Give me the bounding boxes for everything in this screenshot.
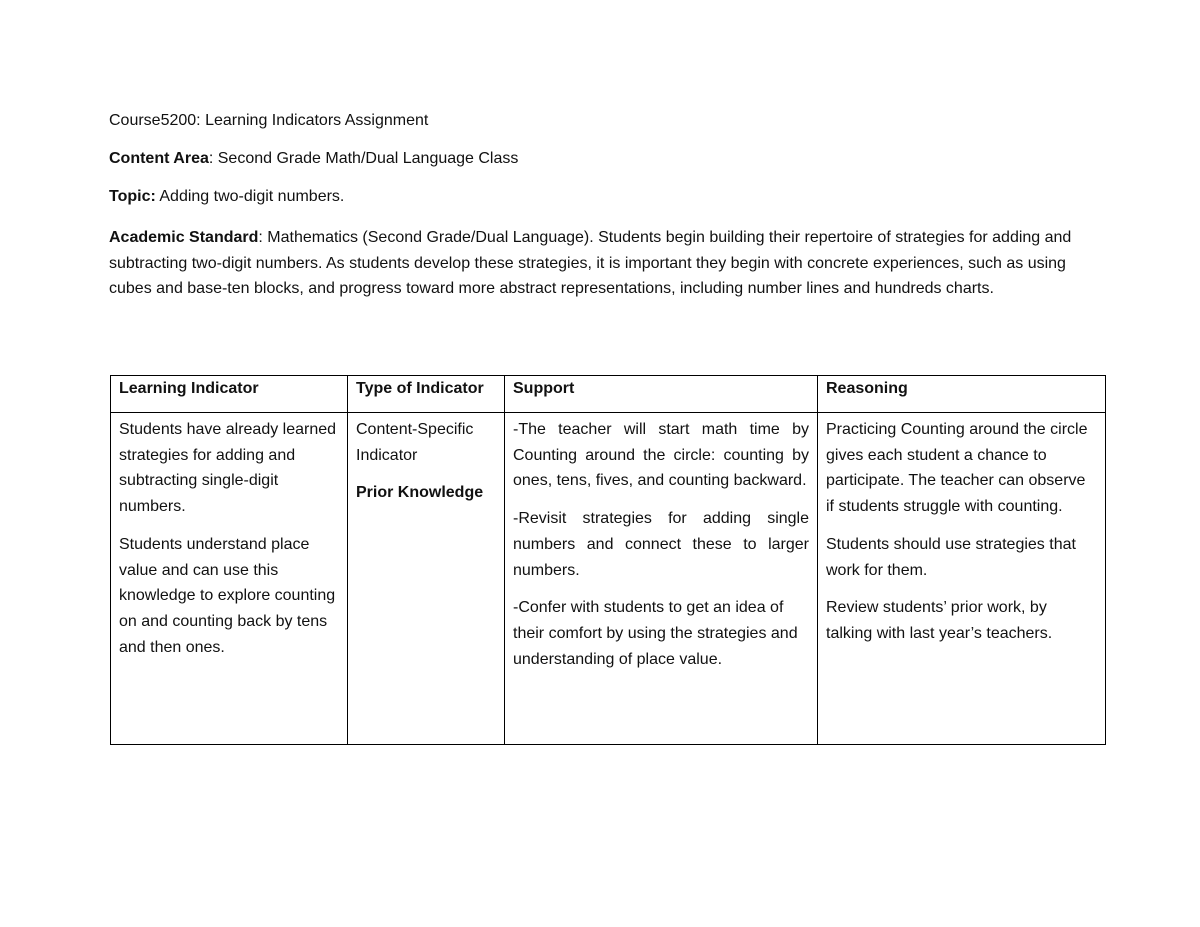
content-area-line xyxy=(109,149,1099,169)
cell-learning-indicator xyxy=(111,413,348,745)
content-area-value: : Second Grade Math/Dual Language Class xyxy=(208,150,519,167)
course-title: Course5200: Learning Indicators Assignment xyxy=(109,112,429,129)
reasoning-text-3: Review students’ prior work, by talking with last year’s teachers. xyxy=(826,599,1053,642)
learning-indicators-table xyxy=(110,375,1106,745)
header-type-of-indicator: Type of Indicator xyxy=(348,376,505,413)
header-reasoning: Reasoning xyxy=(818,376,1106,413)
support-text-1: -The teacher will start math time by Counting around the circle: counting by ones, tens, fives, and counting backward. xyxy=(513,421,809,490)
topic-line xyxy=(109,187,1099,207)
content-area-label: Content Area xyxy=(109,150,209,167)
cell-reasoning xyxy=(818,413,1106,745)
learning-indicator-text-1: Students have already learned strategies for adding and subtracting single-digit numbers. xyxy=(119,421,337,516)
learning-indicator-text-2: Students understand place value and can use this knowledge to explore counting on and counting back by tens and then ones. xyxy=(119,535,336,656)
table-header-row xyxy=(111,376,1106,413)
academic-standard-text: : Mathematics (Second Grade/Dual Language). Students begin building their repertoire of strategies for adding and subtracting two-digit numbers. As students develop these strategies, it is important they begin with concrete experiences, such as using cubes and base-ten blocks, and progress toward more abstract representations, including number lines and hundreds charts. xyxy=(109,229,1072,298)
reasoning-text-1: Practicing Counting around the circle gives each student a chance to participate. The teacher can observe if students struggle with counting. xyxy=(826,421,1088,516)
topic-value: Adding two-digit numbers. xyxy=(155,188,345,205)
reasoning-text-2: Students should use strategies that work for them. xyxy=(826,535,1076,579)
header-support: Support xyxy=(505,376,818,413)
support-text-2: -Revisit strategies for adding single numbers and connect these to larger numbers. xyxy=(513,510,809,579)
topic-label: Topic: xyxy=(109,188,156,205)
indicator-category: Prior Knowledge xyxy=(356,484,484,502)
indicator-type: Content-Specific Indicator xyxy=(356,421,474,464)
cell-type-of-indicator xyxy=(348,413,505,745)
academic-standard-paragraph xyxy=(109,225,1099,302)
table-row xyxy=(111,413,1106,745)
document-header xyxy=(109,111,1099,302)
academic-standard-label: Academic Standard xyxy=(109,229,259,246)
cell-support xyxy=(505,413,818,745)
support-text-3: -Confer with students to get an idea of their comfort by using the strategies and understanding of place value. xyxy=(513,599,798,668)
header-learning-indicator: Learning Indicator xyxy=(111,376,348,413)
